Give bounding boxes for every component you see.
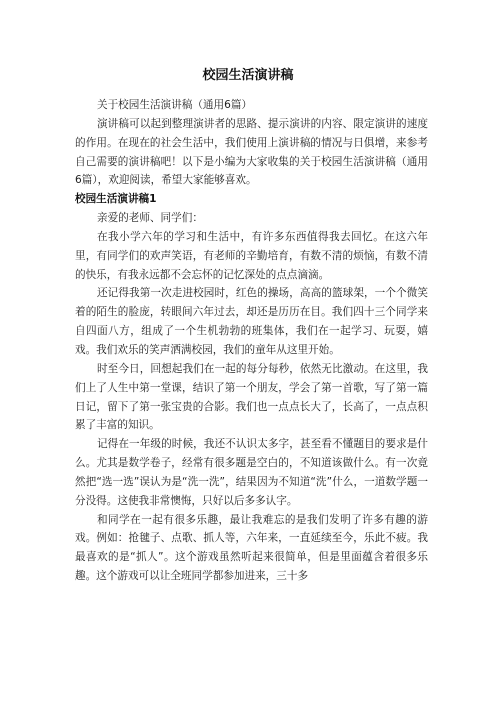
body-paragraph: 记得在一年级的时候，我还不认识太多字，甚至看不懂题目的要求是什么。尤其是数学卷子，经常有很多题是空白的，不知道该做什么。有一次竟然把“选一选”误认为是“洗一洗”，结果因为不知道“洗”什么，一道数学题一分没得。这使我非常懊悔，只好以后多多认字。 (75, 438, 428, 507)
document-body (75, 96, 428, 586)
salutation: 亲爱的老师、同学们： (97, 212, 203, 225)
body-paragraph: 在我小学六年的学习和生活中，有许多东西值得我去回忆。在这六年里，有同学们的欢声笑语，有老师的辛勤培育，有数不清的烦恼，有数不清的快乐，有我永远都不会忘怀的记忆深处的点点滴滴。 (75, 230, 428, 281)
section-heading: 校园生活演讲稿1 (75, 193, 157, 206)
intro-subtitle: 关于校园生活演讲稿（通用6篇） (97, 99, 253, 111)
body-paragraph: 和同学在一起有很多乐趣，最让我难忘的是我们发明了许多有趣的游戏。例如：抢毽子、点歌、抓人等，六年来，一直延续至今，乐此不疲。我最喜欢的是“抓人”。这个游戏虽然听起来很简单，但是里面蕴含着很多乐趣。这个游戏可以让全班同学都参加进来，三十多 (75, 513, 428, 583)
document-title: 校园生活演讲稿 (202, 68, 294, 83)
intro-paragraph: 演讲稿可以起到整理演讲者的思路、提示演讲的内容、限定演讲的速度的作用。在现在的社会生活中，我们使用上演讲稿的情况与日俱增，来参考自己需要的演讲稿吧！以下是小编为大家收集的关于校园生活演讲稿（通用6篇），欢迎阅读，希望大家能够喜欢。 (75, 117, 428, 187)
body-paragraph: 还记得我第一次走进校园时，红色的操场，高高的篮球架，一个个微笑着的陌生的脸庞，转眼间六年过去，却还是历历在目。我们四十三个同学来自四面八方，组成了一个生机勃勃的班集体，我们在一起学习、玩耍，嬉戏。我们欢乐的笑声洒满校园，我们的童年从这里开始。 (75, 287, 428, 356)
body-paragraph: 时至今日，回想起我们在一起的每分每秒，依然无比激动。在这里，我们上了人生中第一堂课，结识了第一个朋友，学会了第一首歌，写了第一篇日记，留下了第一张宝贵的合影。我们也一点点长大了，长高了，一点点积累了丰富的知识。 (75, 362, 428, 432)
